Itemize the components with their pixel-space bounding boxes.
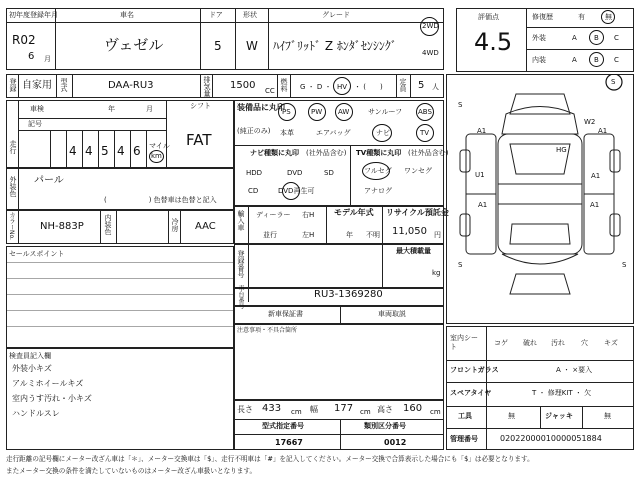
odo-digit-2: 4 <box>85 144 93 158</box>
check-month-label: 月 <box>146 105 153 113</box>
door-label: ドア <box>209 11 223 19</box>
seat-opt-3: 汚れ <box>551 339 565 347</box>
mark-11: S <box>622 261 627 269</box>
width-label: 幅 <box>310 405 318 414</box>
new-warranty: 新車保証書 <box>268 310 303 318</box>
tv-oneseg: ワンセグ <box>404 167 432 175</box>
vehicle-diagram <box>446 74 634 324</box>
seat-opt-5: キズ <box>604 339 618 347</box>
grade: ﾊｲﾌﾞﾘｯﾄﾞ Z ﾎﾝﾀﾞｾﾝｼﾝｸﾞ <box>273 39 397 53</box>
car-name: ヴェゼル <box>104 36 164 54</box>
reg-month: 6 <box>28 51 35 62</box>
recycle-yen: 円 <box>434 231 441 239</box>
aircon: AAC <box>195 221 216 232</box>
class-no: 0012 <box>384 438 407 447</box>
odo-digit-3: 5 <box>101 144 109 158</box>
length: 433 <box>262 403 282 414</box>
spare-label: スペアタイヤ <box>450 389 492 397</box>
ext-grade-label: 外装 <box>532 34 546 42</box>
attention-label: 注意事項・不具合箇所 <box>237 327 298 334</box>
num-label: 記号 <box>28 120 42 128</box>
type-no: 17667 <box>275 438 303 447</box>
drive-2wd: 2WD <box>422 22 439 30</box>
car-name-label: 車名 <box>120 11 134 19</box>
score-label: 評価点 <box>478 13 499 21</box>
type-no-label: 型式指定番号 <box>262 422 304 430</box>
score: 4.5 <box>474 28 513 56</box>
shift: FAT <box>186 131 212 149</box>
equip-aw: AW <box>338 108 350 116</box>
grade-label: グレード <box>322 11 350 19</box>
shape-label: 形状 <box>243 11 257 19</box>
mark-7: A1 <box>591 172 601 180</box>
equip-abs: ABS <box>418 108 432 116</box>
reg-label: 登録番号 <box>237 250 245 278</box>
import-parallel: 並行 <box>263 231 277 239</box>
length-label: 長さ <box>237 405 253 414</box>
fuel-label: 燃料 <box>280 78 288 92</box>
note-3: 室内うす汚れ・小キズ <box>12 394 92 403</box>
import-label: 輸入車 <box>237 210 245 231</box>
cap-label: 定員 <box>399 78 407 92</box>
doors: 5 <box>214 39 222 53</box>
seat-label: 室内シート <box>450 334 478 352</box>
model-year-unit: 年 <box>346 231 353 239</box>
seat-opt-4: 穴 <box>581 339 588 347</box>
tools: 無 <box>508 412 515 420</box>
odo-digit-4: 4 <box>117 144 125 158</box>
footer-line-1: 走行距離の記号欄にメーター改ざん車は「＊」、メーター交換車は「$」、走行不明車は「#」を記入してください。メーター交換で合算表示した場合にも「$」は必要となります。 <box>6 455 534 463</box>
use-tag: 登録 <box>9 78 17 92</box>
attention-box <box>234 324 444 400</box>
ext-grade-c: C <box>614 34 619 42</box>
mgmt: 020220000100000518​84 <box>500 434 602 443</box>
jack-label: ジャッキ <box>545 412 573 420</box>
mark-10: S <box>458 261 463 269</box>
mark-4: A1 <box>598 127 608 135</box>
check-label: 車検 <box>30 105 44 113</box>
drive-4wd: 4WD <box>422 49 439 57</box>
glass: A ・ ×要入 <box>556 366 593 374</box>
recycle: 11,050 <box>392 226 427 237</box>
height: 160 <box>403 403 423 414</box>
equip-tv: TV <box>420 129 430 137</box>
int-color-label: 内装色 <box>104 214 112 235</box>
width-unit: cm <box>360 408 371 416</box>
exterior-color: パール <box>34 175 64 186</box>
ext-grade-a: A <box>572 34 577 42</box>
height-unit: cm <box>430 408 441 416</box>
nav-sd: SD <box>324 169 334 177</box>
shape: W <box>246 39 258 53</box>
cap-unit: 人 <box>432 83 439 91</box>
run-label: 走行 <box>9 140 17 154</box>
check-year-label: 年 <box>108 105 115 113</box>
model-year-label: モデル年式 <box>334 208 374 217</box>
exterior-label: 外装色 <box>9 176 17 197</box>
warranty-box <box>234 306 444 324</box>
repair-label: 修復歴 <box>532 13 553 21</box>
reg-year-label: 初年度登録年月 <box>9 11 58 19</box>
equip-sunroof: サンルーフ <box>368 108 403 116</box>
tv-note: (社外品含む) <box>408 149 449 157</box>
import-left: 左H <box>302 231 315 239</box>
inspector-label: 検査員記入欄 <box>9 352 51 360</box>
import-right: 右H <box>302 211 315 219</box>
note-1: 外装小キズ <box>12 364 52 373</box>
nav-title: ナビ種類に丸印 <box>250 149 299 157</box>
tv-fullseg: フルセグ <box>364 167 392 175</box>
mark-1: S <box>458 101 463 109</box>
repair-yes: 有 <box>578 13 585 21</box>
shift-label: シフト <box>190 102 211 110</box>
chassis: RU3-1369280 <box>314 289 383 300</box>
note-2: アルミホイールキズ <box>12 379 84 388</box>
length-unit: cm <box>291 408 302 416</box>
seat-opt-1: コゲ <box>494 339 508 347</box>
reg-month-unit: 月 <box>44 55 51 63</box>
mark-8: HG <box>556 146 567 154</box>
int-grade-label: 内装 <box>532 56 546 64</box>
mark-9: A1 <box>478 201 488 209</box>
nav-cd: CD <box>248 187 259 195</box>
class-no-label: 類別区分番号 <box>364 422 406 430</box>
nav-dvd: DVD <box>287 169 303 177</box>
disp-label: 排気量 <box>203 76 211 97</box>
disp-unit: CC <box>265 87 275 95</box>
aircon-label: 冷房 <box>171 218 179 232</box>
equip-pw: PW <box>311 108 323 116</box>
tv-analog: アナログ <box>364 187 392 195</box>
seat-opt-2: 破れ <box>523 339 537 347</box>
equip-note: (純正のみ) <box>237 127 271 135</box>
model: DAA-RU3 <box>108 80 154 91</box>
exterior-note: ( ) 色替車は色替と記入 <box>104 196 217 204</box>
equip-airbag: エアバッグ <box>316 129 351 137</box>
mark-3: A1 <box>477 127 487 135</box>
tv-title: TV種類に丸印 <box>356 149 402 157</box>
width: 177 <box>334 403 354 414</box>
glass-label: フロントガラス <box>450 366 499 374</box>
cap: 5 <box>418 80 425 91</box>
fuel-hv: HV <box>337 83 348 91</box>
equip-nav: ナビ <box>376 129 390 137</box>
nav-note: (社外品含む) <box>306 149 347 157</box>
disp: 1500 <box>230 80 256 91</box>
mgmt-label: 管理番号 <box>450 435 478 443</box>
note-4: ハンドルスレ <box>12 409 60 418</box>
import-dealer: ディーラー <box>256 211 291 219</box>
mark-12: A1 <box>590 201 600 209</box>
equip-leather: 本革 <box>280 129 294 137</box>
manual: 車両取説 <box>378 310 406 318</box>
jack: 無 <box>604 412 611 420</box>
nav-hdd: HDD <box>246 169 263 177</box>
nav-dvd-play: DVD再生可 <box>278 187 315 195</box>
chassis-label: 車台番号 <box>237 285 244 309</box>
km-unit: km <box>151 152 162 160</box>
tools-label: 工具 <box>458 412 472 420</box>
color-no: NH-883P <box>40 221 84 232</box>
max-load-unit: kg <box>432 269 441 277</box>
equip-ps: PS <box>282 108 291 116</box>
int-grade-c: C <box>614 56 619 64</box>
repair-no: 無 <box>605 13 612 21</box>
reg-year: R02 <box>12 33 36 47</box>
mile-unit: マイル <box>149 142 170 150</box>
ext-grade-b: B <box>594 34 599 42</box>
use-small: 自家用 <box>22 80 52 91</box>
recycle-label: リサイクル預託金 <box>386 208 449 217</box>
model-year-unknown: 不明 <box>366 231 380 239</box>
int-grade-b: B <box>594 56 599 64</box>
sales-label: セールスポイント <box>9 250 65 258</box>
odo-digit-1: 4 <box>69 144 77 158</box>
footer-line-2: またメーター交換の条件を満たしていないものはメーター改ざん車扱いとなります。 <box>6 467 257 475</box>
height-label: 高さ <box>377 405 393 414</box>
color-no-label: カラーNo. <box>8 212 15 240</box>
fuel-opts: G ・ D ・ <box>300 83 332 91</box>
mark-2: S <box>611 78 616 86</box>
mark-5: W2 <box>584 118 596 126</box>
int-grade-a: A <box>572 56 577 64</box>
odo-digit-5: 6 <box>133 144 141 158</box>
fuel-rest: ・ ( ) <box>354 83 383 91</box>
model-label: 型式 <box>60 78 68 92</box>
max-load-label: 最大積載量 <box>396 247 431 255</box>
equip-label: 装備品に丸印 <box>237 103 285 112</box>
spare: T ・ 修理KIT ・ 欠 <box>532 389 592 397</box>
mark-6: U1 <box>475 171 485 179</box>
